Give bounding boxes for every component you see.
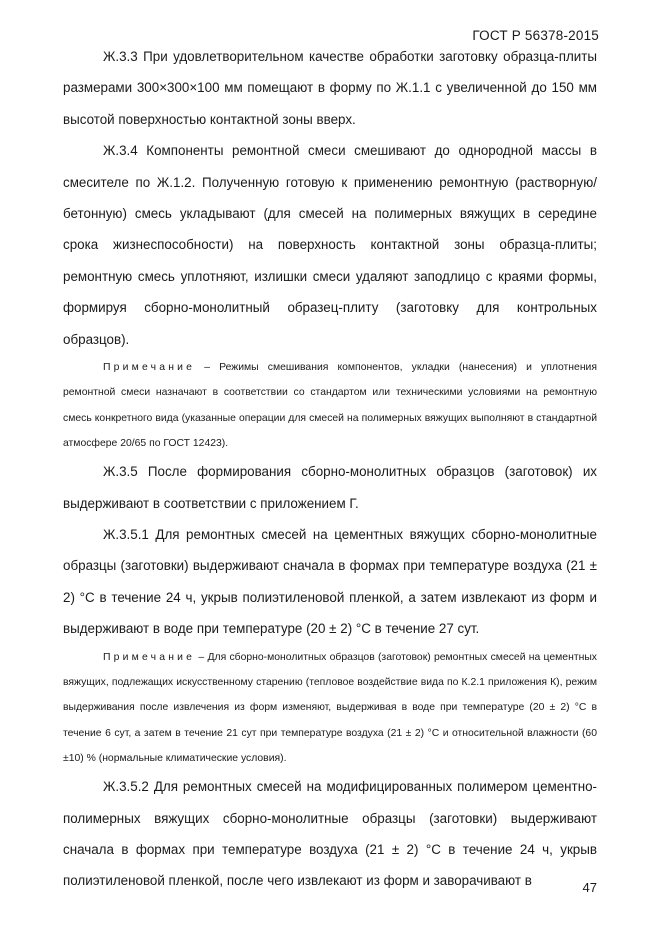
paragraph-zh-3-4: Ж.3.4 Компоненты ремонтной смеси смешивают до однородной массы в смесителе по Ж.1.2. Полученную готовую к применению ремонтную (растворную/бетонную) смесь укладывают (для смесей на полимерных вяжущих в середине срока жизнеспособности) на поверхность контактной зоны образца-плиты; ремонтную смесь уплотняют, излишки смеси удаляют заподлицо с краями формы, формируя сборно-монолитный образец-плиту (заготовку для контрольных образцов). — [63, 143, 597, 347]
note-text: – Для сборно-монолитных образцов (заготовок) ремонтных смесей на цементных вяжущих, подлежащих искусственному старению (тепловое воздействие вида по К.2.1 приложения К), режим выдерживания после извлечения из форм изменяют, выдерживая в воде при температуре (20 ± 2) °С в течение 6 сут, а затем в течение 21 сут при температуре воздуха (21 ± 2) °С и относительной влажности (60 ±10) % (нормальные климатические условия). — [63, 651, 597, 764]
document-code: ГОСТ Р 56378-2015 — [472, 28, 599, 43]
document-body — [63, 41, 597, 897]
note-label: Примечание — [103, 651, 196, 663]
note-label: Примечание — [103, 362, 196, 374]
note-text: – Режимы смешивания компонентов, укладки (нанесения) и уплотнения ремонтной смеси назначают в соответствии со стандартом или техническими условиями на ремонтную смесь конкретного вида (указанные операции для смесей на полимерных вяжущих выполняют в стандартной атмосфере 20/65 по ГОСТ 12423). — [63, 362, 597, 449]
paragraph-zh-3-5-2: Ж.3.5.2 Для ремонтных смесей на модифицированных полимером цементно-полимерных вяжущих сборно-монолитные образцы (заготовки) выдерживают сначала в формах при температуре воздуха (21 ± 2) °С в течение 24 ч, укрыв полиэтиленовой пленкой, после чего извлекают из форм и заворачивают в — [63, 779, 597, 889]
note-mixing-modes — [63, 355, 597, 456]
page-number: 47 — [582, 880, 597, 895]
paragraph-zh-3-5: Ж.3.5 После формирования сборно-монолитных образцов (заготовок) их выдерживают в соответствии с приложением Г. — [63, 464, 597, 511]
note-curing-modes — [63, 645, 597, 771]
paragraph-zh-3-3: Ж.3.3 При удовлетворительном качестве обработки заготовку образца-плиты размерами 300×300×100 мм помещают в форму по Ж.1.1 с увеличенной до 150 мм высотой поверхностью контактной зоны вверх. — [63, 49, 597, 127]
paragraph-zh-3-5-1: Ж.3.5.1 Для ремонтных смесей на цементных вяжущих сборно-монолитные образцы (заготовки) выдерживают сначала в формах при температуре воздуха (21 ± 2) °С в течение 24 ч, укрыв полиэтиленовой пленкой, а затем извлекают из форм и выдерживают в воде при температуре (20 ± 2) °С в течение 27 сут. — [63, 527, 597, 637]
